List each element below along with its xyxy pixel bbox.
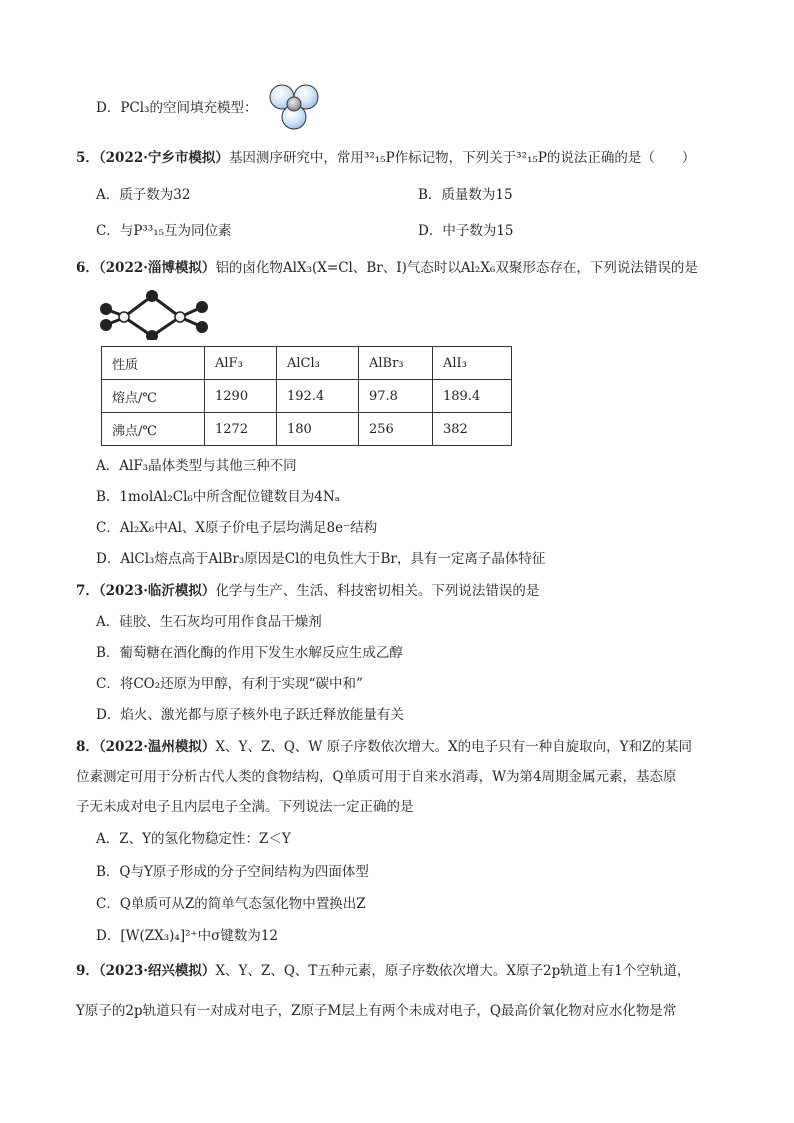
table-row <box>102 413 512 446</box>
table-header-cell: AlBr₃ <box>359 347 433 380</box>
q8-option-c: C．Q单质可从Z的简单气态氢化物中置换出Z <box>96 896 366 912</box>
table-cell: 熔点/℃ <box>102 380 205 413</box>
q7-stem: 7．（2023·临沂模拟）化学与生产、生活、科技密切相关。下列说法错误的是 <box>76 583 540 599</box>
q7-option-d: D．焰火、激光都与原子核外电子跃迁释放能量有关 <box>96 707 404 723</box>
p-atom <box>287 97 301 111</box>
q7-option-a: A．硅胶、生石灰均可用作食品干燥剂 <box>96 614 322 630</box>
q7-option-c: C．将CO₂还原为甲醇，有利于实现“碳中和” <box>96 676 363 692</box>
table-header-row <box>102 347 512 380</box>
q5-stem: 5．（2022·宁乡市模拟）基因测序研究中，常用³²₁₅P作标记物，下列关于³²₁₅P的说法正确的是（ ） <box>76 150 696 166</box>
bridging-x-atom <box>146 290 158 302</box>
terminal-x-atom <box>100 319 112 331</box>
table-cell: 256 <box>359 413 433 446</box>
q7-option-b: B．葡萄糖在酒化酶的作用下发生水解反应生成乙醇 <box>96 645 403 661</box>
q5-option-b: B．质量数为15 <box>418 187 513 203</box>
al-atom <box>119 312 129 322</box>
terminal-x-atom <box>100 303 112 315</box>
table-cell: 沸点/℃ <box>102 413 205 446</box>
q6-option-b: B．1molAl₂Cl₆中所含配位键数目为4Nₐ <box>96 489 340 505</box>
table-cell: 180 <box>277 413 359 446</box>
pcl3-space-filling-model-image <box>266 83 322 133</box>
q8-option-d: D．[W(ZX₃)₄]²⁺中σ键数为12 <box>96 928 279 944</box>
q8-stem-line-2: 位素测定可用于分析古代人类的食物结构，Q单质可用于自来水消毒，W为第4周期金属元素，基态原 <box>76 769 677 785</box>
q8-stem-line-3: 子无未成对电子且内层电子全满。下列说法一定正确的是 <box>76 799 414 815</box>
q9-stem-line-1: 9．（2023·绍兴模拟）X、Y、Z、Q、T五种元素，原子序数依次增大。X原子2p轨道上有1个空轨道， <box>76 963 691 979</box>
q6-option-a: A．AlF₃晶体类型与其他三种不同 <box>96 458 297 474</box>
q5-option-d: D．中子数为15 <box>418 223 514 239</box>
table-cell: 1290 <box>205 380 277 413</box>
q6-option-c: C．Al₂X₆中Al、X原子价电子层均满足8e⁻结构 <box>96 520 378 536</box>
terminal-x-atom <box>196 321 208 333</box>
al2x6-dimer-structure-image <box>98 288 210 340</box>
table-row <box>102 380 512 413</box>
q8-option-b: B．Q与Y原子形成的分子空间结构为四面体型 <box>96 864 369 880</box>
table-header-cell: 性质 <box>102 347 205 380</box>
table-cell: 192.4 <box>277 380 359 413</box>
table-header-cell: AlF₃ <box>205 347 277 380</box>
aluminum-halide-properties-table <box>101 346 512 446</box>
q9-stem-line-2: Y原子的2p轨道只有一对成对电子，Z原子M层上有两个未成对电子，Q最高价氧化物对应水化物是常 <box>76 1003 677 1019</box>
table-cell: 97.8 <box>359 380 433 413</box>
table-header-cell: AlI₃ <box>433 347 512 380</box>
table-cell: 189.4 <box>433 380 512 413</box>
q6-option-d: D．AlCl₃熔点高于AlBr₃原因是Cl的电负性大于Br，具有一定离子晶体特征 <box>96 551 546 567</box>
q8-option-a: A．Z、Y的氢化物稳定性：Z＜Y <box>96 831 291 847</box>
q8-stem-line-1: 8．（2022·温州模拟）X、Y、Z、Q、W 原子序数依次增大。X的电子只有一种自旋取向，Y和Z的某同 <box>76 739 692 755</box>
q5-option-c: C．与P³³₁₅互为同位素 <box>96 223 232 239</box>
q5-option-a: A．质子数为32 <box>96 187 191 203</box>
al-atom <box>175 312 185 322</box>
table-cell: 1272 <box>205 413 277 446</box>
q4-option-d: D．PCl₃的空间填充模型： <box>96 100 258 116</box>
table-header-cell: AlCl₃ <box>277 347 359 380</box>
table-cell: 382 <box>433 413 512 446</box>
q6-stem: 6．（2022·淄博模拟）铝的卤化物AlX₃(X=Cl、Br、I)气态时以Al₂X₆双聚形态存在，下列说法错误的是 <box>76 260 698 276</box>
terminal-x-atom <box>196 301 208 313</box>
